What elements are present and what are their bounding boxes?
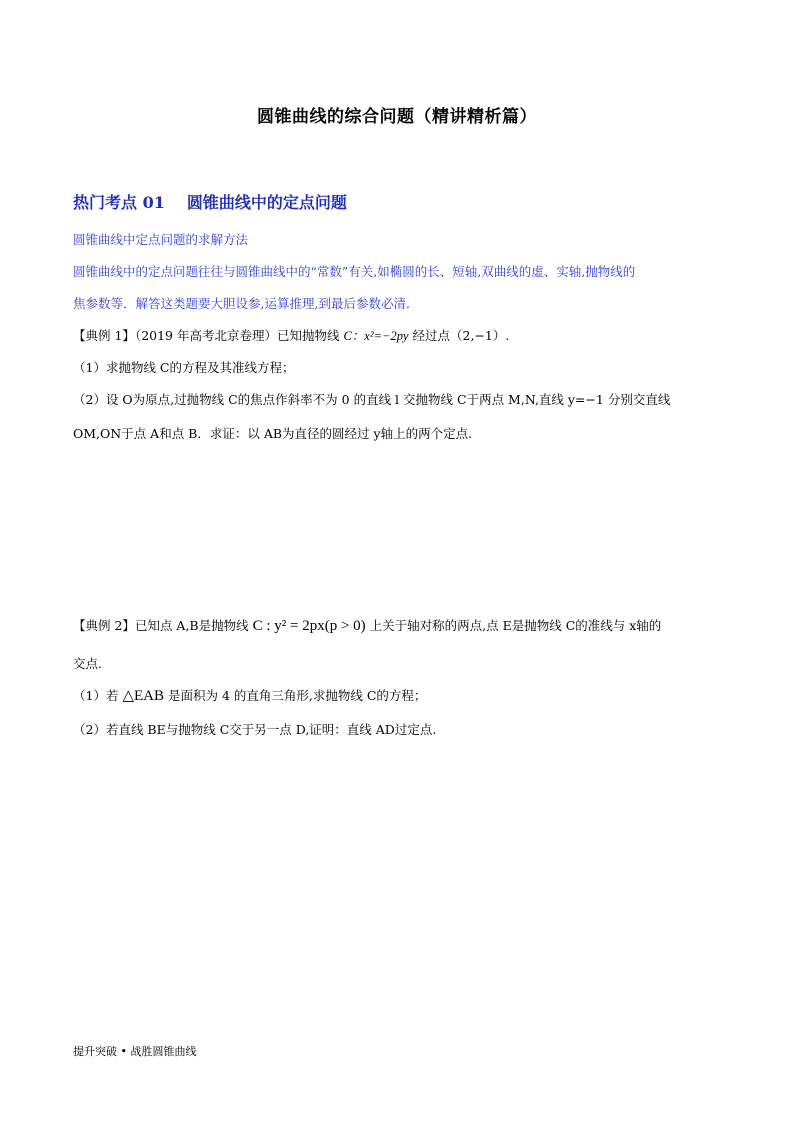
example2-line-2: 交点. [73, 656, 102, 671]
page-footer: 提升突破 • 战胜圆锥曲线 [73, 1045, 197, 1058]
example2-intro [73, 616, 661, 635]
example1-source: （2019 年高考北京卷理）已知抛物线 [134, 328, 340, 343]
example1-intro [73, 326, 509, 344]
example2-rest: 上关于轴对称的两点,点 E是抛物线 C的准线与 x轴的 [369, 618, 662, 633]
example2-question-1 [73, 686, 426, 705]
example1-tag: 【典例 1】 [73, 328, 135, 343]
example1-curve: C：x²=−2py [343, 329, 409, 343]
example2-q1-lead: （1）若 [73, 688, 119, 703]
page-title: 圆锥曲线的综合问题（精讲精析篇） [257, 107, 537, 127]
example1-question-2b: OM,ON于点 A和点 B．求证：以 AB为直径的圆经过 y轴上的两个定点. [73, 426, 473, 441]
method-line-1: 圆锥曲线中的定点问题往往与圆锥曲线中的“常数”有关,如椭圆的长、短轴,双曲线的虚、实轴,抛物线的 [73, 264, 636, 279]
example2-q1-rest: 是面积为 4 的直角三角形,求抛物线 C的方程； [167, 688, 427, 703]
triangle-eab: △EAB [122, 688, 164, 704]
example2-tag: 【典例 2】 [73, 618, 135, 633]
example2-lead: 已知点 A,B是抛物线 [134, 618, 249, 633]
section-label: 热门考点 01 [73, 193, 165, 212]
example1-passes: 经过点（2,−1）. [412, 328, 510, 343]
section-heading [73, 190, 347, 213]
method-heading: 圆锥曲线中定点问题的求解方法 [73, 232, 249, 247]
example1-question-1: （1）求抛物线 C的方程及其准线方程； [73, 360, 295, 375]
example2-question-2: （2）若直线 BE与抛物线 C交于另一点 D,证明：直线 AD过定点. [73, 722, 437, 737]
section-name: 圆锥曲线中的定点问题 [186, 193, 347, 212]
method-line-2: 焦参数等．解答这类题要大胆设参,运算推理,到最后参数必清. [73, 296, 410, 311]
example2-curve: C : y² = 2px(p > 0) [252, 618, 366, 634]
example1-question-2a: （2）设 O为原点,过抛物线 C的焦点作斜率不为 0 的直线 l 交抛物线 C于两点 M,N,直线 y=−1 分别交直线 [73, 392, 671, 407]
